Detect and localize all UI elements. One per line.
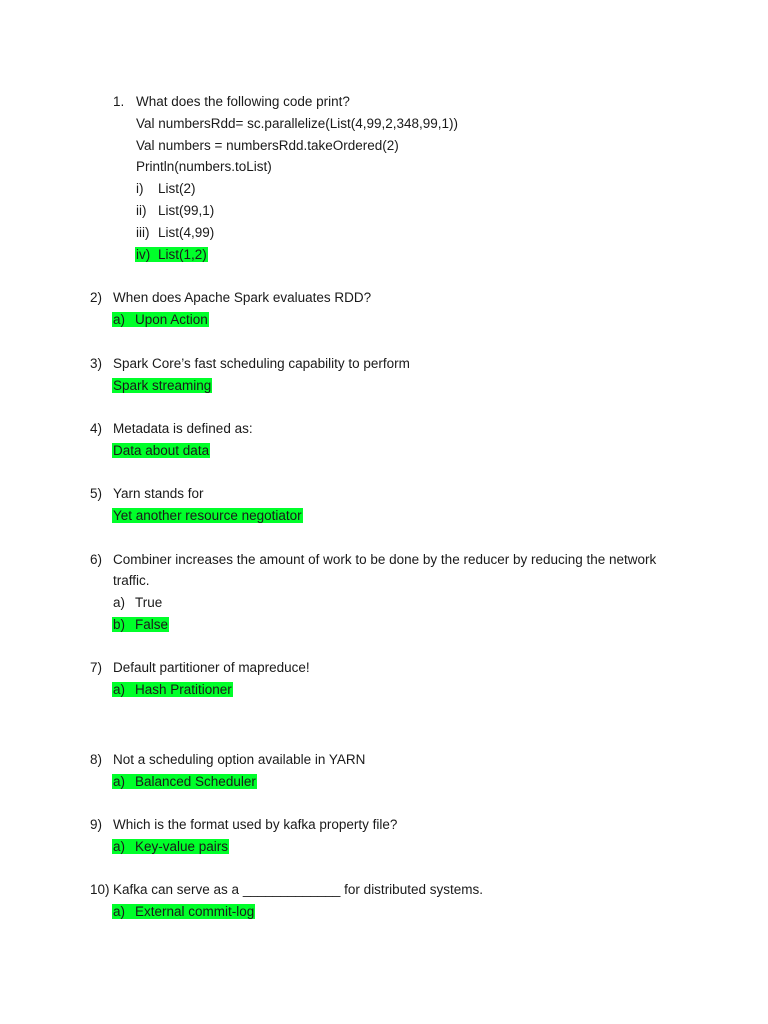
option-label: i): [136, 181, 144, 196]
q5-number: 5): [90, 486, 103, 501]
option-text: False: [135, 617, 169, 632]
q4-question: Metadata is defined as:: [113, 421, 253, 436]
answer-text: Hash Pratitioner: [135, 682, 232, 697]
answer-text: Data about data: [113, 443, 210, 458]
q10-question: Kafka can serve as a _____________ for distributed systems.: [113, 882, 483, 897]
q1-number: 1.: [113, 94, 125, 109]
q3-answer: [112, 376, 212, 396]
q1-question: What does the following code print?: [136, 94, 350, 109]
q10-number: 10): [90, 882, 110, 897]
option-text: List(4,99): [158, 225, 215, 240]
q1-option-2: [136, 201, 214, 221]
answer-label: a): [113, 312, 126, 327]
option-text: List(1,2): [158, 247, 207, 262]
option-label: b): [113, 617, 126, 632]
q1-code-line-2: Val numbers = numbersRdd.takeOrdered(2): [136, 138, 399, 153]
q10-answer: [112, 902, 255, 922]
answer-text: Upon Action: [135, 312, 208, 327]
q1-option-4-highlighted-answer: [135, 245, 208, 265]
option-text: True: [135, 595, 163, 610]
option-label: iii): [136, 225, 150, 240]
q8-question: Not a scheduling option available in YARN: [113, 752, 366, 767]
q6-question-line-2: traffic.: [113, 573, 150, 588]
option-label: iv): [136, 247, 151, 262]
q8-answer: [112, 772, 257, 792]
q6-option-1: [113, 593, 162, 613]
q5-answer: [112, 506, 303, 526]
answer-label: a): [113, 682, 126, 697]
answer-text: Key-value pairs: [135, 839, 229, 854]
q4-number: 4): [90, 421, 103, 436]
q7-answer: [112, 680, 233, 700]
q1-code-line-1: Val numbersRdd= sc.parallelize(List(4,99,2,348,99,1)): [136, 116, 459, 131]
option-label: a): [113, 595, 126, 610]
q1-code-line-3: Println(numbers.toList): [136, 159, 272, 174]
option-text: List(2): [158, 181, 196, 196]
answer-text: Spark streaming: [113, 378, 212, 393]
q1-option-3: [136, 223, 214, 243]
q3-question: Spark Core’s fast scheduling capability to perform: [113, 356, 410, 371]
q9-number: 9): [90, 817, 103, 832]
option-label: ii): [136, 203, 147, 218]
answer-label: a): [113, 774, 126, 789]
answer-label: a): [113, 904, 126, 919]
q9-answer: [112, 837, 229, 857]
q3-number: 3): [90, 356, 103, 371]
q7-number: 7): [90, 660, 103, 675]
q6-number: 6): [90, 552, 103, 567]
q7-question: Default partitioner of mapreduce!: [113, 660, 310, 675]
q6-question-line-1: Combiner increases the amount of work to be done by the reducer by reducing the network: [113, 552, 657, 567]
q8-number: 8): [90, 752, 103, 767]
q2-answer: [112, 310, 209, 330]
q5-question: Yarn stands for: [113, 486, 204, 501]
q1-option-1: [136, 179, 196, 199]
q2-number: 2): [90, 290, 103, 305]
answer-text: Yet another resource negotiator: [113, 508, 302, 523]
answer-text: Balanced Scheduler: [135, 774, 256, 789]
answer-text: External commit-log: [135, 904, 255, 919]
q4-answer: [112, 441, 210, 461]
answer-label: a): [113, 839, 126, 854]
q9-question: Which is the format used by kafka property file?: [113, 817, 398, 832]
q6-option-2-highlighted-answer: [112, 615, 169, 635]
option-text: List(99,1): [158, 203, 215, 218]
q2-question: When does Apache Spark evaluates RDD?: [113, 290, 372, 305]
